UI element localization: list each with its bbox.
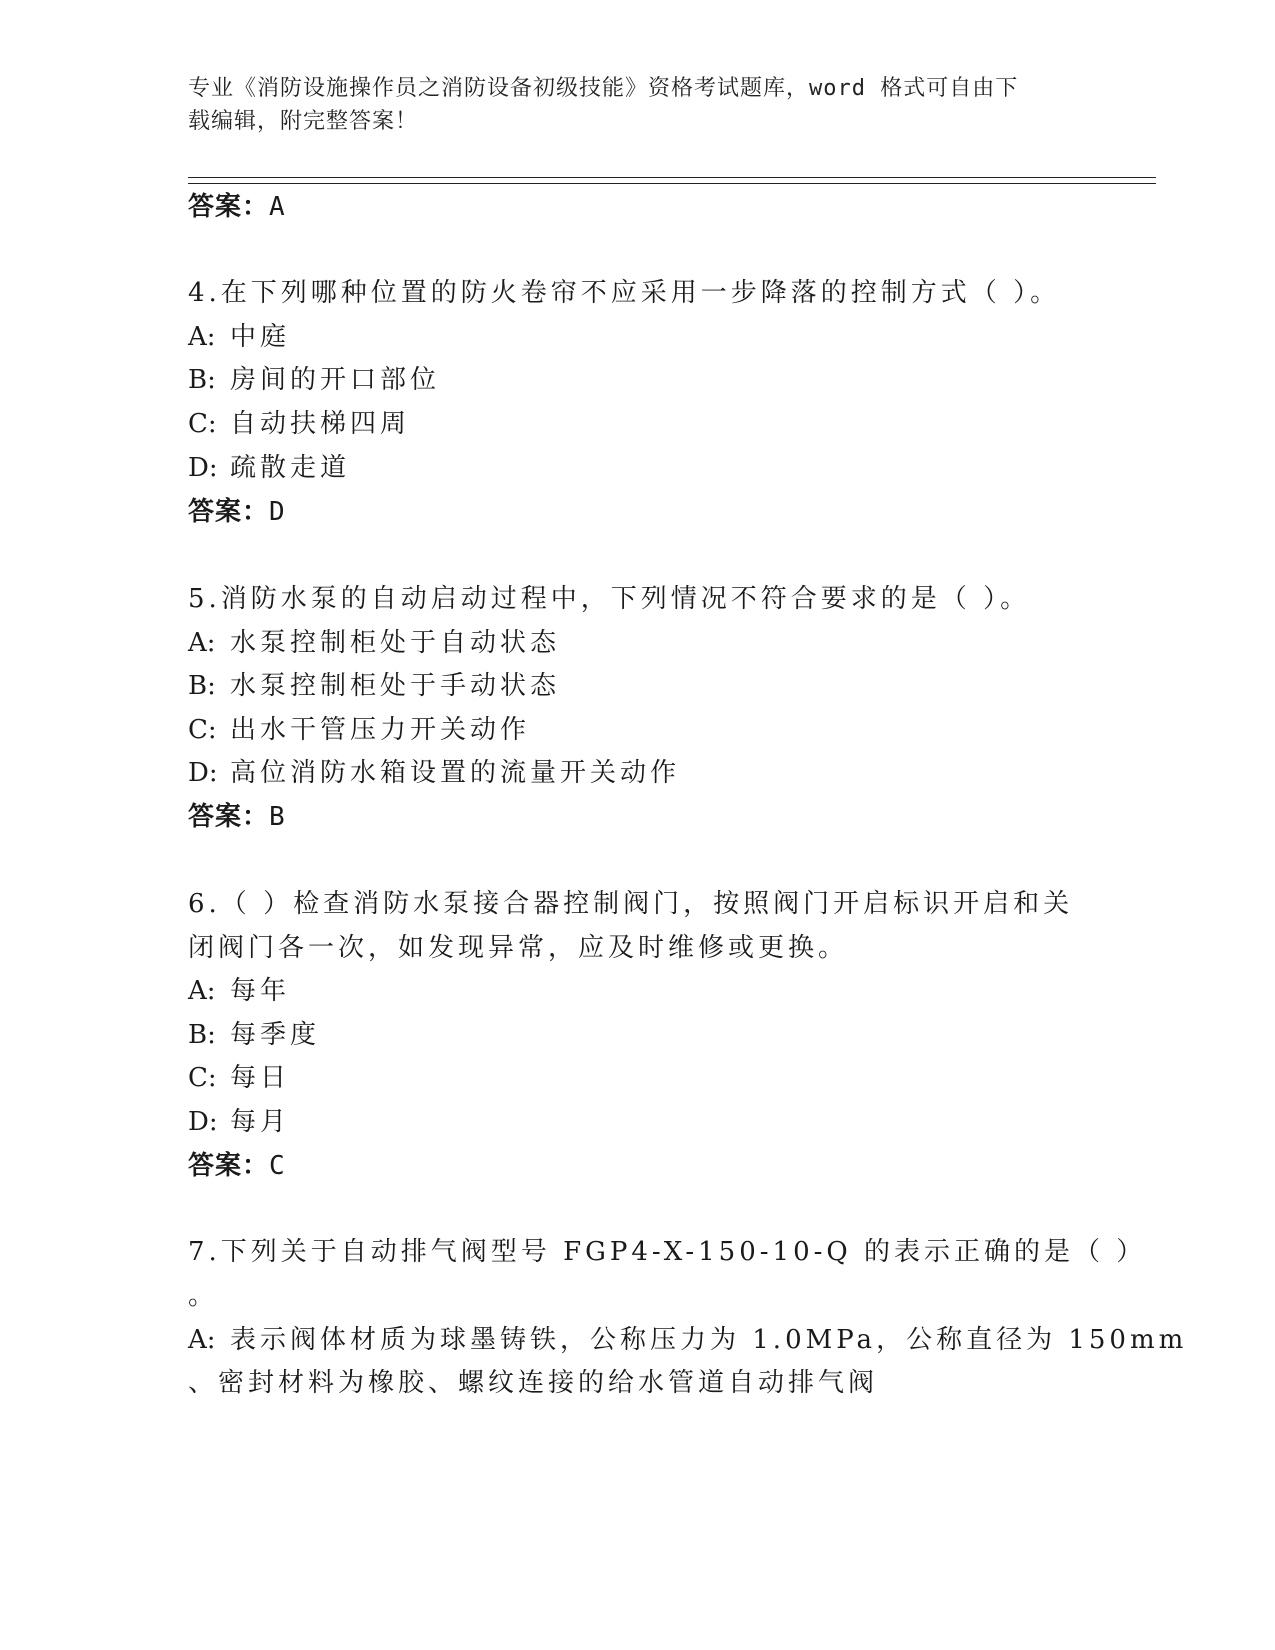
question-7-stem-line-1: 7.下列关于自动排气阀型号 FGP4-X-150-10-Q 的表示正确的是（ ）: [188, 1237, 1147, 1267]
option-letter: D:: [188, 758, 218, 788]
question-7-option-a: [188, 1319, 1187, 1356]
option-text: 房间的开口部位: [230, 365, 441, 395]
option-text: 表示阀体材质为球墨铸铁，公称压力为 1.0MPa，公称直径为 150mm: [230, 1325, 1188, 1355]
question-4-option-c: [188, 403, 410, 440]
question-4-stem: 4.在下列哪种位置的防火卷帘不应采用一步降落的控制方式（ ）。: [188, 278, 1061, 308]
question-6-option-c: [188, 1057, 290, 1094]
option-text: 出水干管压力开关动作: [230, 715, 531, 745]
option-letter: B:: [188, 365, 216, 395]
option-text: 疏散走道: [230, 453, 351, 483]
question-6-option-a: [188, 970, 290, 1007]
option-text: 中庭: [230, 322, 291, 352]
document-header: [188, 72, 1088, 138]
question-7-option-a-continued: 、密封材料为橡胶、螺纹连接的给水管道自动排气阀: [188, 1368, 879, 1398]
question-5-option-b: [188, 665, 560, 702]
answer-label: 答案：: [188, 497, 270, 527]
option-text: 水泵控制柜处于自动状态: [230, 628, 561, 658]
question-5-option-a: [188, 622, 560, 659]
header-divider-top: [188, 177, 1156, 178]
option-text: 自动扶梯四周: [230, 409, 411, 439]
answer-label: 答案：: [188, 802, 270, 832]
question-4-answer: [188, 491, 286, 528]
question-4-option-b: [188, 359, 440, 396]
question-5-option-d: [188, 752, 680, 789]
question-4-option-a: [188, 316, 290, 353]
question-6-option-d: [188, 1101, 290, 1138]
answer-value: D: [269, 497, 286, 527]
header-line-2: 载编辑，附完整答案！: [188, 109, 419, 134]
option-letter: D:: [188, 453, 218, 483]
option-text: 每月: [230, 1107, 291, 1137]
option-letter: B:: [188, 1020, 216, 1050]
option-letter: C:: [188, 1063, 217, 1093]
question-6-option-b: [188, 1014, 320, 1051]
option-letter: C:: [188, 715, 217, 745]
question-5-answer: [188, 796, 286, 833]
answer-value: B: [269, 802, 286, 832]
option-letter: C:: [188, 409, 217, 439]
header-line-1: 专业《消防设施操作员之消防设备初级技能》资格考试题库，word 格式可自由下: [188, 76, 1019, 101]
option-text: 每季度: [230, 1020, 321, 1050]
question-4-option-d: [188, 447, 350, 484]
header-divider-bottom: [188, 183, 1156, 184]
option-text: 每日: [230, 1063, 291, 1093]
option-text: 每年: [230, 976, 291, 1006]
answer-value: C: [269, 1151, 286, 1181]
option-letter: B:: [188, 671, 216, 701]
prev-answer: [188, 186, 286, 223]
option-letter: A:: [188, 1325, 216, 1355]
option-letter: A:: [188, 628, 216, 658]
question-7-stem-line-2: 。: [188, 1281, 219, 1311]
answer-label: 答案：: [188, 1151, 270, 1181]
option-text: 高位消防水箱设置的流量开关动作: [230, 758, 681, 788]
question-6-stem-line-2: 闭阀门各一次，如发现异常，应及时维修或更换。: [188, 933, 849, 963]
option-letter: A:: [188, 322, 216, 352]
question-6-answer: [188, 1145, 286, 1182]
option-letter: D:: [188, 1107, 218, 1137]
option-text: 水泵控制柜处于手动状态: [230, 671, 561, 701]
answer-value: A: [269, 192, 286, 222]
question-6-stem-line-1: 6.（ ）检查消防水泵接合器控制阀门，按照阀门开启标识开启和关: [188, 889, 1074, 919]
question-5-stem: 5.消防水泵的自动启动过程中，下列情况不符合要求的是（ ）。: [188, 584, 1031, 614]
option-letter: A:: [188, 976, 216, 1006]
question-5-option-c: [188, 709, 530, 746]
answer-label: 答案：: [188, 192, 270, 222]
